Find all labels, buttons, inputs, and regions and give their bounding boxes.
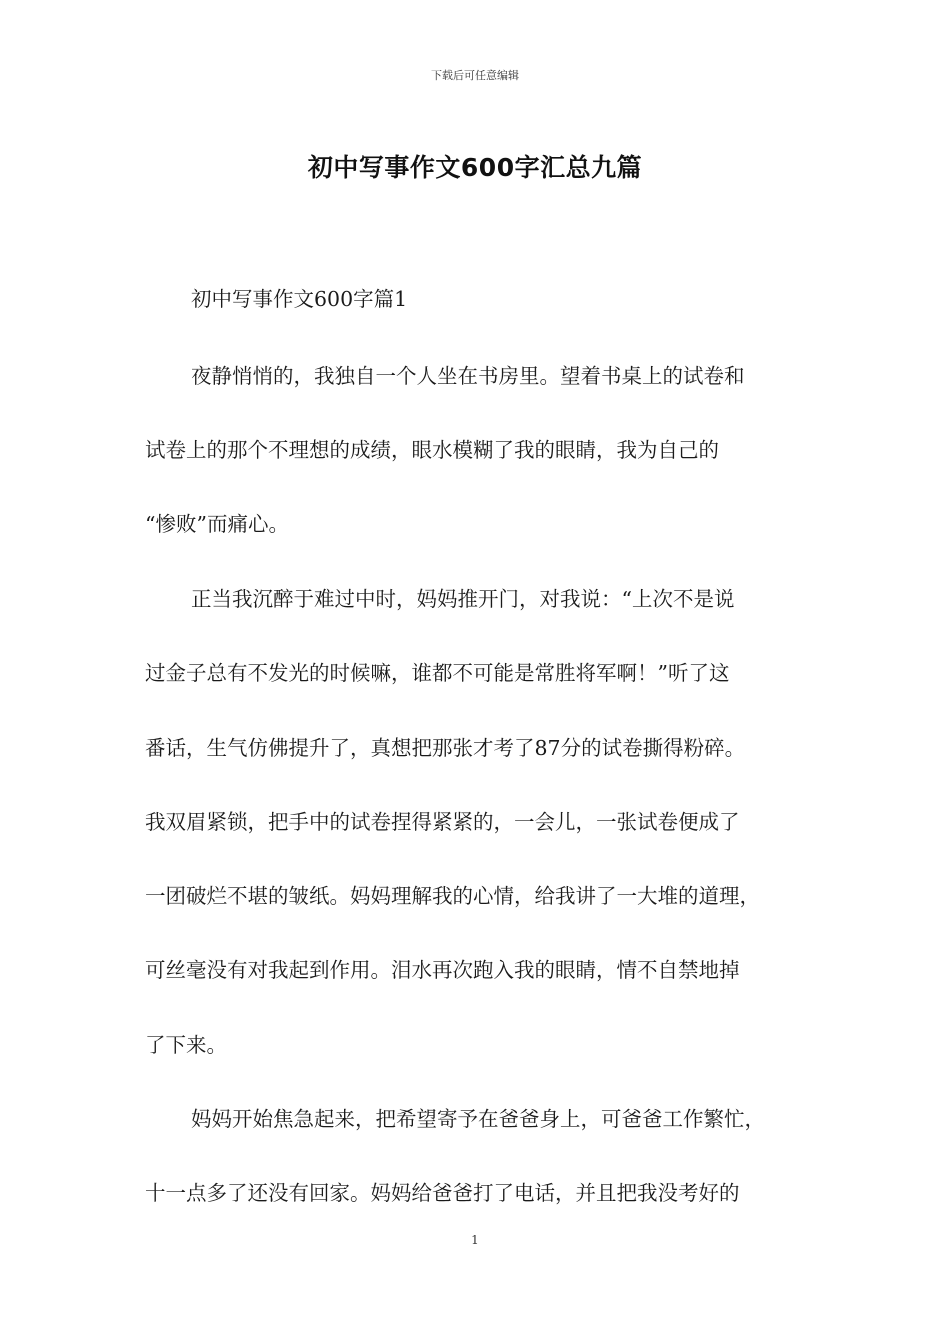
paragraph-line: 妈妈开始焦急起来，把希望寄予在爸爸身上，可爸爸工作繁忙， [191,1107,765,1131]
paragraph-line: 试卷上的那个不理想的成绩，眼水模糊了我的眼睛，我为自己的 [145,438,719,462]
document-title: 初中写事作文600字汇总九篇 [307,153,643,182]
paragraph-line: 了下来。 [145,1033,227,1057]
page-number: 1 [471,1233,479,1247]
paragraph-line: 一团破烂不堪的皱纸。妈妈理解我的心情，给我讲了一大堆的道理， [145,884,760,908]
paragraph-line: 番话，生气仿佛提升了，真想把那张才考了87分的试卷撕得粉碎。 [145,736,746,760]
paragraph-line: 可丝毫没有对我起到作用。泪水再次跑入我的眼睛，情不自禁地掉 [145,958,740,982]
paragraph-line: 夜静悄悄的，我独自一个人坐在书房里。望着书桌上的试卷和 [191,364,745,388]
paragraph-line: 过金子总有不发光的时候嘛，谁都不可能是常胜将军啊！”听了这 [145,661,730,685]
paragraph-line: 十一点多了还没有回家。妈妈给爸爸打了电话，并且把我没考好的 [145,1181,740,1205]
paragraph-line: 正当我沉醉于难过中时，妈妈推开门，对我说：“上次不是说 [191,587,735,611]
header-note: 下载后可任意编辑 [431,69,519,82]
paragraph-line: 我双眉紧锁，把手中的试卷捏得紧紧的，一会儿，一张试卷便成了 [145,810,740,834]
section-heading: 初中写事作文600字篇1 [191,287,408,311]
paragraph-line: “惨败”而痛心。 [145,512,289,536]
